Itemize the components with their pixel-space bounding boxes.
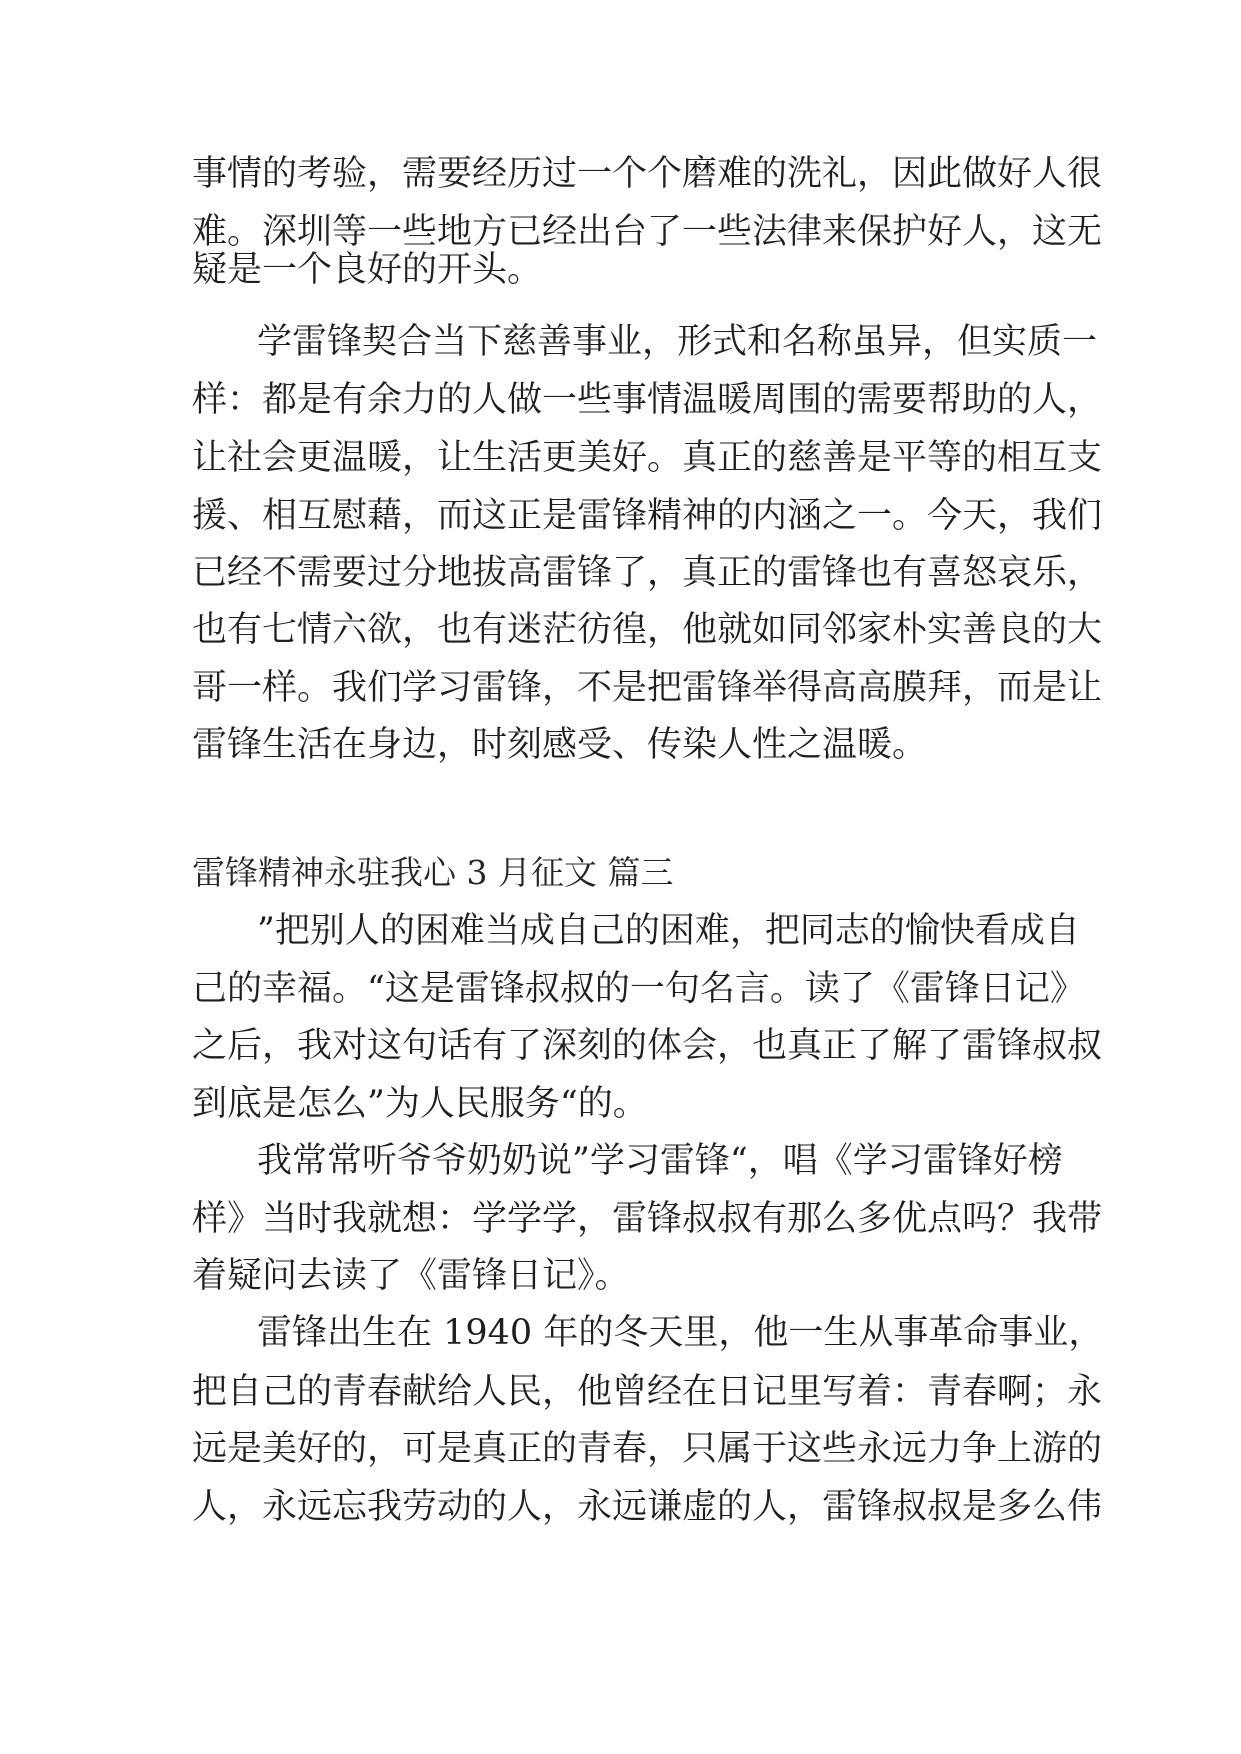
- body-text-line: 雷锋生活在身边，时刻感受、传染人性之温暖。: [192, 725, 928, 765]
- body-text-line: 样》当时我就想：学学学，雷锋叔叔有那么多优点吗？我带: [192, 1199, 1103, 1239]
- body-text-line: 援、相互慰藉，而这正是雷锋精神的内涵之一。今天，我们: [192, 496, 1103, 536]
- body-text-line: 到底是怎么”为人民服务“的。: [192, 1084, 648, 1124]
- body-text-line: 难。深圳等一些地方已经出台了一些法律来保护好人，这无: [192, 212, 1103, 252]
- body-text-line: 样：都是有余力的人做一些事情温暖周围的需要帮助的人，: [192, 380, 1103, 420]
- body-text-line: 己的幸福。“这是雷锋叔叔的一句名言。读了《雷锋日记》: [192, 969, 1085, 1009]
- body-text-line: 让社会更温暖，让生活更美好。真正的慈善是平等的相互支: [192, 438, 1103, 478]
- body-text-line: 远是美好的，可是真正的青春，只属于这些永远力争上游的: [192, 1429, 1103, 1469]
- body-text-line: 之后，我对这句话有了深刻的体会，也真正了解了雷锋叔叔: [192, 1026, 1103, 1066]
- body-text-line: 哥一样。我们学习雷锋，不是把雷锋举得高高膜拜，而是让: [192, 668, 1103, 708]
- body-text-line: 也有七情六欲，也有迷茫彷徨，他就如同邻家朴实善良的大: [192, 610, 1103, 650]
- paragraph-first-line: 雷锋出生在 1940 年的冬天里，他一生从事革命事业，: [257, 1313, 1104, 1353]
- body-text-line: 事情的考验，需要经历过一个个磨难的洗礼，因此做好人很: [192, 154, 1103, 194]
- paragraph-first-line: 学雷锋契合当下慈善事业，形式和名称虽异，但实质一: [257, 322, 1098, 362]
- paragraph-first-line: 我常常听爷爷奶奶说”学习雷锋“，唱《学习雷锋好榜: [257, 1141, 1063, 1181]
- body-text-line: 人，永远忘我劳动的人，永远谦虚的人，雷锋叔叔是多么伟: [192, 1487, 1103, 1527]
- body-text-line: 疑是一个良好的开头。: [192, 250, 543, 290]
- section-heading: 雷锋精神永驻我心 3 月征文 篇三: [192, 853, 674, 892]
- paragraph-first-line: ”把别人的困难当成自己的困难，把同志的愉快看成自: [257, 911, 1080, 951]
- body-text-line: 着疑问去读了《雷锋日记》。: [192, 1256, 630, 1296]
- body-text-line: 已经不需要过分地拔高雷锋了，真正的雷锋也有喜怒哀乐，: [192, 553, 1103, 593]
- body-text-line: 把自己的青春献给人民，他曾经在日记里写着：青春啊；永: [192, 1372, 1103, 1412]
